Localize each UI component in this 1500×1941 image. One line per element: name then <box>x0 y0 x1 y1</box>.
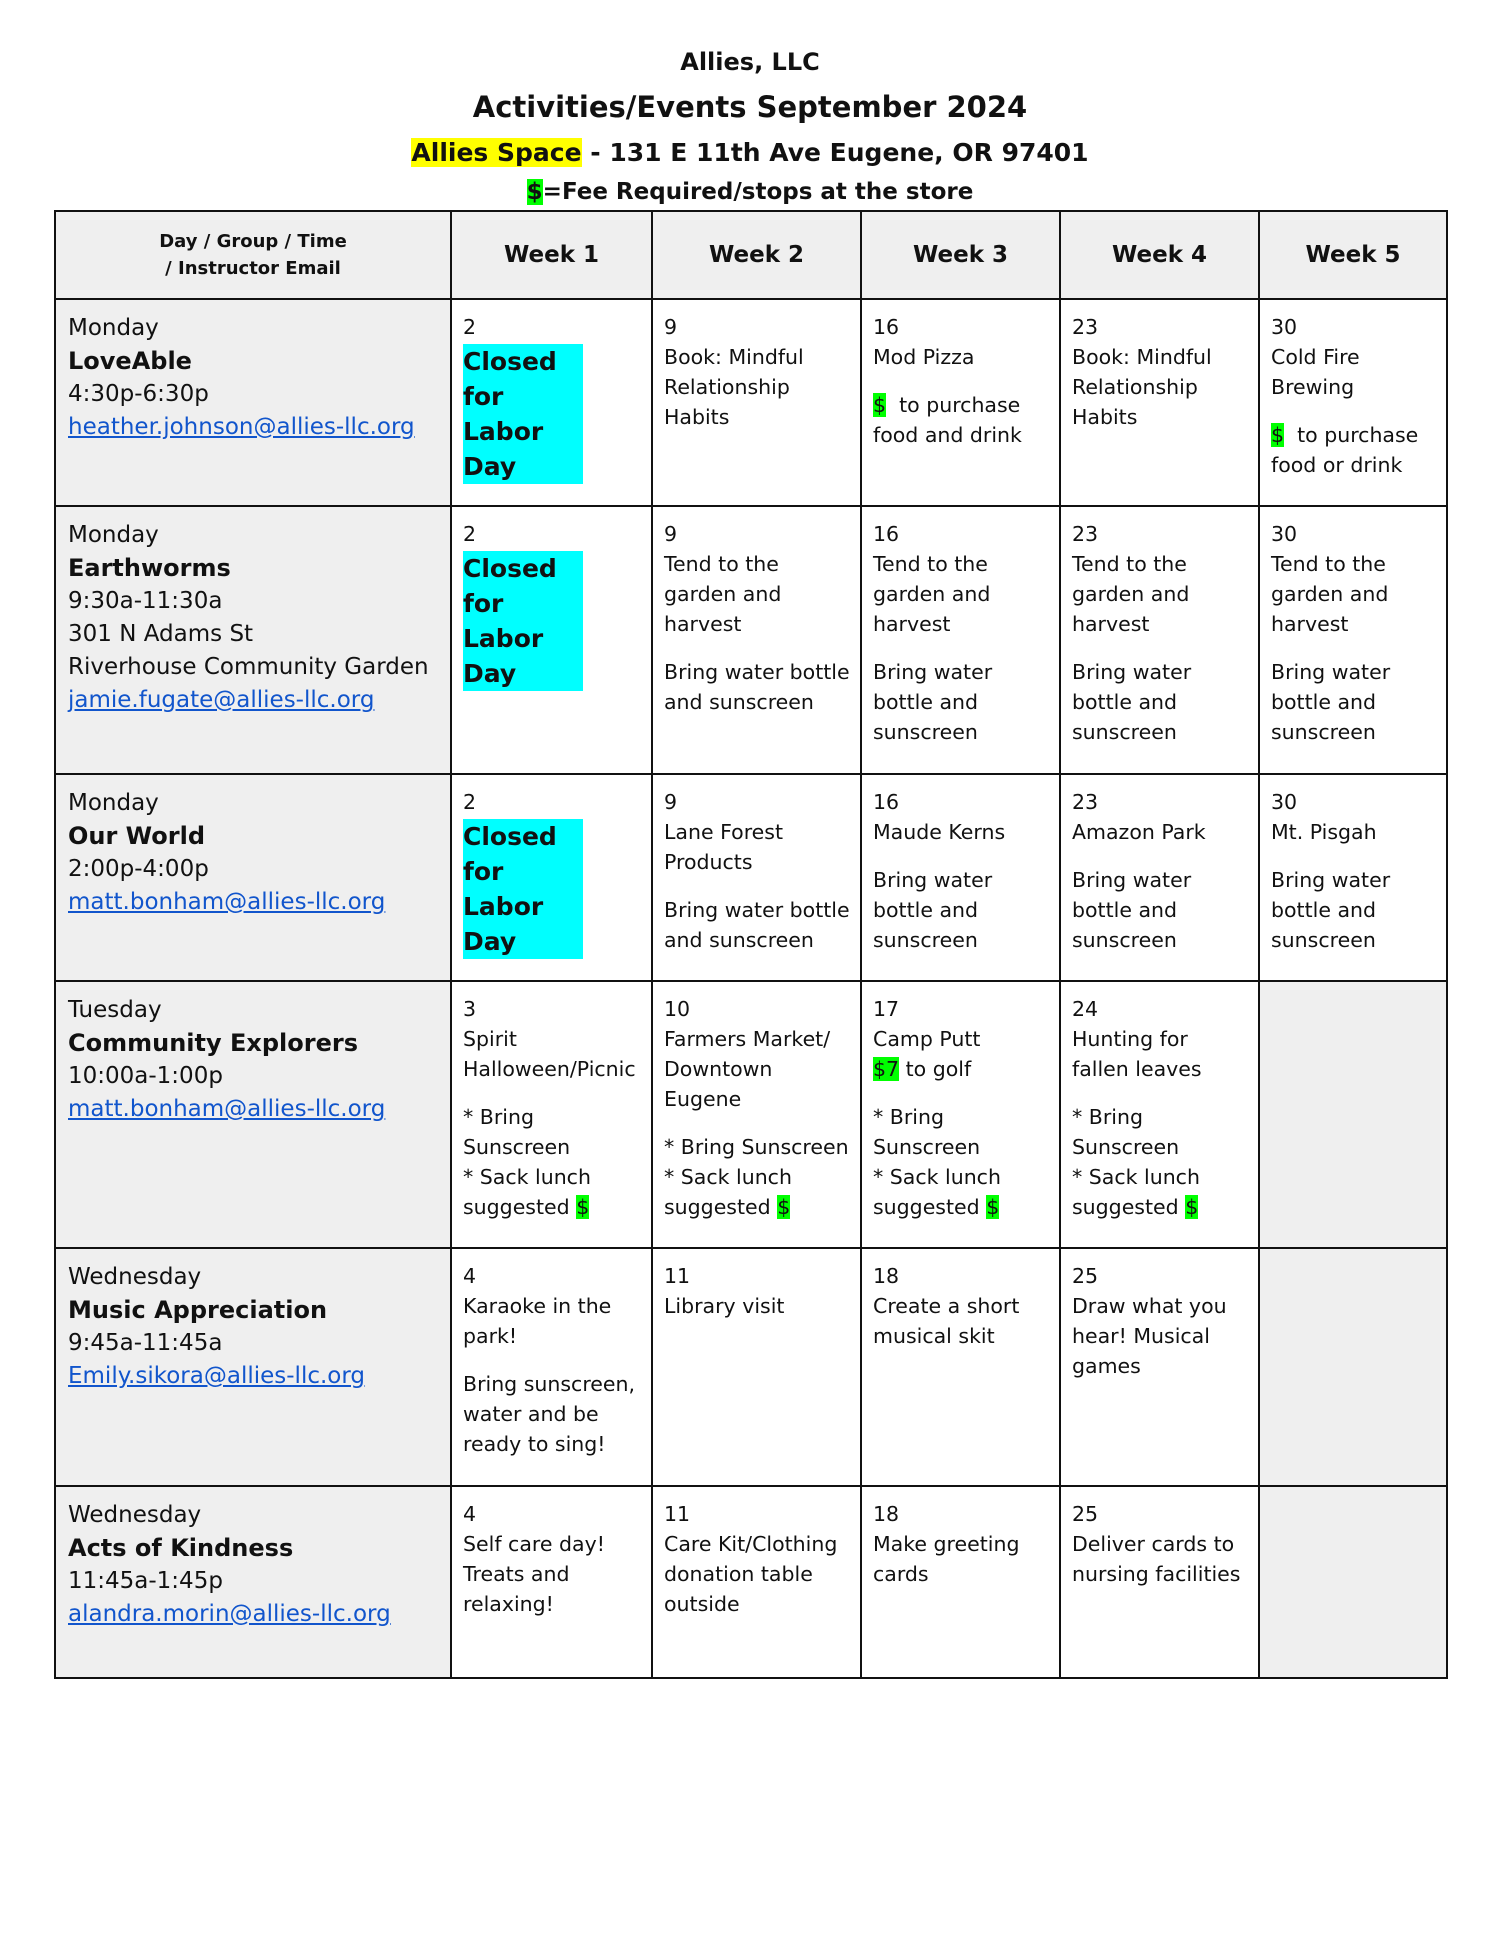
table-row <box>55 506 1447 774</box>
event-note: Bring water bottle and sunscreen <box>873 868 993 952</box>
event-text: Farmers Market/ Downtown Eugene <box>664 1027 831 1111</box>
group-cell <box>55 774 451 981</box>
column-header-week-4: Week 4 <box>1060 211 1259 299</box>
event-note: Bring water bottle and sunscreen <box>1072 660 1192 744</box>
event-date: 9 <box>664 522 678 546</box>
price-badge: $7 <box>873 1057 900 1081</box>
spacer <box>664 877 850 895</box>
closed-badge: Closed for Labor Day <box>463 551 583 691</box>
event-cell <box>451 506 652 774</box>
fee-symbol: $ <box>526 179 543 205</box>
instructor-email-link[interactable]: jamie.fugate@allies-llc.org <box>68 687 375 713</box>
group-address: 301 N Adams St <box>68 621 254 647</box>
event-text: Camp Putt <box>873 1027 981 1051</box>
table-row <box>55 981 1447 1248</box>
event-date: 30 <box>1271 315 1298 339</box>
event-date: 23 <box>1072 315 1099 339</box>
group-name: Acts of Kindness <box>68 1534 294 1562</box>
event-text: Karaoke in the park! <box>463 1294 612 1348</box>
event-cell <box>1060 1248 1259 1486</box>
column-header-week-1: Week 1 <box>451 211 652 299</box>
fee-symbol: $ <box>873 393 887 417</box>
event-note: to purchase food and drink <box>873 393 1022 447</box>
table-row <box>55 1248 1447 1486</box>
location-line <box>0 138 1500 167</box>
event-date: 23 <box>1072 522 1099 546</box>
column-header-day: Day / Group / Time / Instructor Email <box>55 211 451 299</box>
event-text: Draw what you hear! Musical games <box>1072 1294 1227 1378</box>
group-time: 11:45a-1:45p <box>68 1568 223 1594</box>
event-text: Tend to the garden and harvest <box>1072 552 1190 636</box>
spacer <box>873 847 1049 865</box>
event-bullet: * Bring Sunscreen <box>1072 1105 1180 1159</box>
event-note: Bring water bottle and sunscreen <box>664 660 850 714</box>
event-cell <box>861 299 1060 506</box>
event-cell <box>652 774 861 981</box>
event-text: Book: Mindful Relationship Habits <box>1072 345 1212 429</box>
fee-symbol: $ <box>576 1195 590 1219</box>
event-text: Make greeting cards <box>873 1532 1020 1586</box>
event-text: Library visit <box>664 1294 785 1318</box>
event-note: Bring water bottle and sunscreen <box>664 898 850 952</box>
group-cell <box>55 299 451 506</box>
event-cell <box>861 1486 1060 1678</box>
table-row <box>55 774 1447 981</box>
event-date: 3 <box>463 997 477 1021</box>
event-cell <box>1060 981 1259 1248</box>
event-cell <box>652 1248 861 1486</box>
closed-badge: Closed for Labor Day <box>463 344 583 484</box>
group-cell <box>55 506 451 774</box>
space-label: Allies Space <box>411 138 582 167</box>
event-text: Spirit Halloween/Picnic <box>463 1027 636 1081</box>
spacer <box>873 639 1049 657</box>
column-header-week-3: Week 3 <box>861 211 1060 299</box>
spacer <box>463 1084 641 1102</box>
event-note: Bring water bottle and sunscreen <box>1271 660 1391 744</box>
event-bullet-text: * Sack lunch suggested <box>664 1165 792 1219</box>
event-bullet <box>1072 1162 1248 1222</box>
event-date: 25 <box>1072 1502 1099 1526</box>
spacer <box>1072 1084 1248 1102</box>
event-note: to purchase food or drink <box>1271 423 1419 477</box>
group-name: Earthworms <box>68 554 231 582</box>
event-text: Tend to the garden and harvest <box>873 552 991 636</box>
price-line <box>873 1054 1049 1084</box>
event-bullet <box>664 1162 850 1222</box>
group-day: Monday <box>68 522 159 548</box>
event-text: Mt. Pisgah <box>1271 820 1377 844</box>
empty-cell <box>1259 1248 1447 1486</box>
group-name: LoveAble <box>68 347 192 375</box>
event-date: 30 <box>1271 522 1298 546</box>
event-date: 18 <box>873 1264 900 1288</box>
group-day: Tuesday <box>68 997 162 1023</box>
company-name: Allies, LLC <box>680 48 820 76</box>
group-time: 9:45a-11:45a <box>68 1330 223 1356</box>
event-cell <box>1259 774 1447 981</box>
event-note: Bring sunscreen, water and be ready to sing! <box>463 1372 636 1456</box>
column-header-week-2: Week 2 <box>652 211 861 299</box>
schedule-table <box>54 210 1448 1679</box>
event-bullet: * Bring Sunscreen <box>463 1105 571 1159</box>
event-date: 11 <box>664 1502 691 1526</box>
event-cell <box>451 981 652 1248</box>
event-cell <box>451 299 652 506</box>
event-cell <box>1060 774 1259 981</box>
event-bullet <box>463 1162 641 1222</box>
address: - 131 E 11th Ave Eugene, OR 97401 <box>581 138 1089 167</box>
group-location: Riverhouse Community Garden <box>68 654 429 680</box>
event-cell <box>861 981 1060 1248</box>
event-bullet: * Bring Sunscreen <box>873 1105 981 1159</box>
event-cell <box>1259 299 1447 506</box>
event-date: 23 <box>1072 790 1099 814</box>
event-text: Self care day! Treats and relaxing! <box>463 1532 605 1616</box>
group-cell <box>55 1486 451 1678</box>
event-cell <box>1060 299 1259 506</box>
spacer <box>1271 639 1436 657</box>
event-date: 2 <box>463 522 477 546</box>
group-name: Our World <box>68 822 206 850</box>
event-date: 16 <box>873 522 900 546</box>
event-date: 16 <box>873 315 900 339</box>
instructor-email-link[interactable]: heather.johnson@allies-llc.org <box>68 414 415 440</box>
group-time: 2:00p-4:00p <box>68 856 209 882</box>
event-date: 9 <box>664 315 678 339</box>
page-title: Activities/Events September 2024 <box>472 90 1028 124</box>
spacer <box>463 1351 641 1369</box>
event-cell <box>451 1248 652 1486</box>
event-note: Bring water bottle and sunscreen <box>1271 868 1391 952</box>
spacer <box>1072 847 1248 865</box>
table-row <box>55 299 1447 506</box>
event-text: Create a short musical skit <box>873 1294 1020 1348</box>
fee-legend <box>0 179 1500 205</box>
event-cell <box>451 774 652 981</box>
event-text: Tend to the garden and harvest <box>1271 552 1389 636</box>
group-day: Wednesday <box>68 1502 202 1528</box>
event-note: Bring water bottle and sunscreen <box>1072 868 1192 952</box>
event-date: 2 <box>463 315 477 339</box>
empty-cell <box>1259 981 1447 1248</box>
spacer <box>1072 639 1248 657</box>
fee-symbol: $ <box>1185 1195 1199 1219</box>
empty-cell <box>1259 1486 1447 1678</box>
closed-badge: Closed for Labor Day <box>463 819 583 959</box>
instructor-email-link[interactable]: alandra.morin@allies-llc.org <box>68 1601 391 1627</box>
event-date: 24 <box>1072 997 1099 1021</box>
event-text: Cold Fire Brewing <box>1271 345 1360 399</box>
event-bullet-text: * Sack lunch suggested <box>873 1165 1001 1219</box>
instructor-email-link[interactable]: matt.bonham@allies-llc.org <box>68 889 386 915</box>
fee-note <box>1271 420 1436 480</box>
fee-note <box>873 390 1049 450</box>
event-cell <box>861 1248 1060 1486</box>
event-cell <box>652 981 861 1248</box>
event-text: Care Kit/Clothing donation table outside <box>664 1532 838 1616</box>
spacer <box>664 1114 850 1132</box>
group-name: Community Explorers <box>68 1029 358 1057</box>
event-date: 4 <box>463 1502 477 1526</box>
group-time: 10:00a-1:00p <box>68 1063 223 1089</box>
event-note: Bring water bottle and sunscreen <box>873 660 993 744</box>
event-date: 16 <box>873 790 900 814</box>
event-cell <box>1060 1486 1259 1678</box>
group-cell <box>55 981 451 1248</box>
event-cell <box>861 774 1060 981</box>
event-date: 9 <box>664 790 678 814</box>
event-cell <box>1060 506 1259 774</box>
event-text: Maude Kerns <box>873 820 1006 844</box>
event-text: Tend to the garden and harvest <box>664 552 782 636</box>
event-bullet-text: * Sack lunch suggested <box>1072 1165 1200 1219</box>
event-text: Book: Mindful Relationship Habits <box>664 345 804 429</box>
event-text: Mod Pizza <box>873 345 975 369</box>
spacer <box>1271 402 1436 420</box>
event-date: 4 <box>463 1264 477 1288</box>
spacer <box>664 639 850 657</box>
event-cell <box>1259 506 1447 774</box>
price-note: to golf <box>905 1057 972 1081</box>
spacer <box>873 372 1049 390</box>
group-day: Monday <box>68 315 159 341</box>
header-row <box>55 211 1447 299</box>
group-name: Music Appreciation <box>68 1296 328 1324</box>
group-day: Monday <box>68 790 159 816</box>
column-header-week-5: Week 5 <box>1259 211 1447 299</box>
event-text: Lane Forest Products <box>664 820 784 874</box>
event-text: Amazon Park <box>1072 820 1206 844</box>
event-date: 30 <box>1271 790 1298 814</box>
fee-symbol: $ <box>777 1195 791 1219</box>
event-date: 11 <box>664 1264 691 1288</box>
fee-legend-text: =Fee Required/stops at the store <box>542 179 974 205</box>
event-text: Deliver cards to nursing facilities <box>1072 1532 1241 1586</box>
event-date: 2 <box>463 790 477 814</box>
instructor-email-link[interactable]: Emily.sikora@allies-llc.org <box>68 1363 366 1389</box>
spacer <box>1271 847 1436 865</box>
table-row <box>55 1486 1447 1678</box>
event-cell <box>652 1486 861 1678</box>
event-cell <box>652 299 861 506</box>
event-cell <box>861 506 1060 774</box>
group-time: 4:30p-6:30p <box>68 381 209 407</box>
group-time: 9:30a-11:30a <box>68 588 223 614</box>
group-cell <box>55 1248 451 1486</box>
event-date: 25 <box>1072 1264 1099 1288</box>
fee-symbol: $ <box>986 1195 1000 1219</box>
event-date: 17 <box>873 997 900 1021</box>
event-date: 10 <box>664 997 691 1021</box>
event-date: 18 <box>873 1502 900 1526</box>
spacer <box>873 1084 1049 1102</box>
event-bullet: * Bring Sunscreen <box>664 1135 849 1159</box>
event-bullet-text: * Sack lunch suggested <box>463 1165 591 1219</box>
event-cell <box>652 506 861 774</box>
event-cell <box>451 1486 652 1678</box>
event-text: Hunting for fallen leaves <box>1072 1027 1202 1081</box>
group-day: Wednesday <box>68 1264 202 1290</box>
fee-symbol: $ <box>1271 423 1285 447</box>
instructor-email-link[interactable]: matt.bonham@allies-llc.org <box>68 1096 386 1122</box>
event-bullet <box>873 1162 1049 1222</box>
